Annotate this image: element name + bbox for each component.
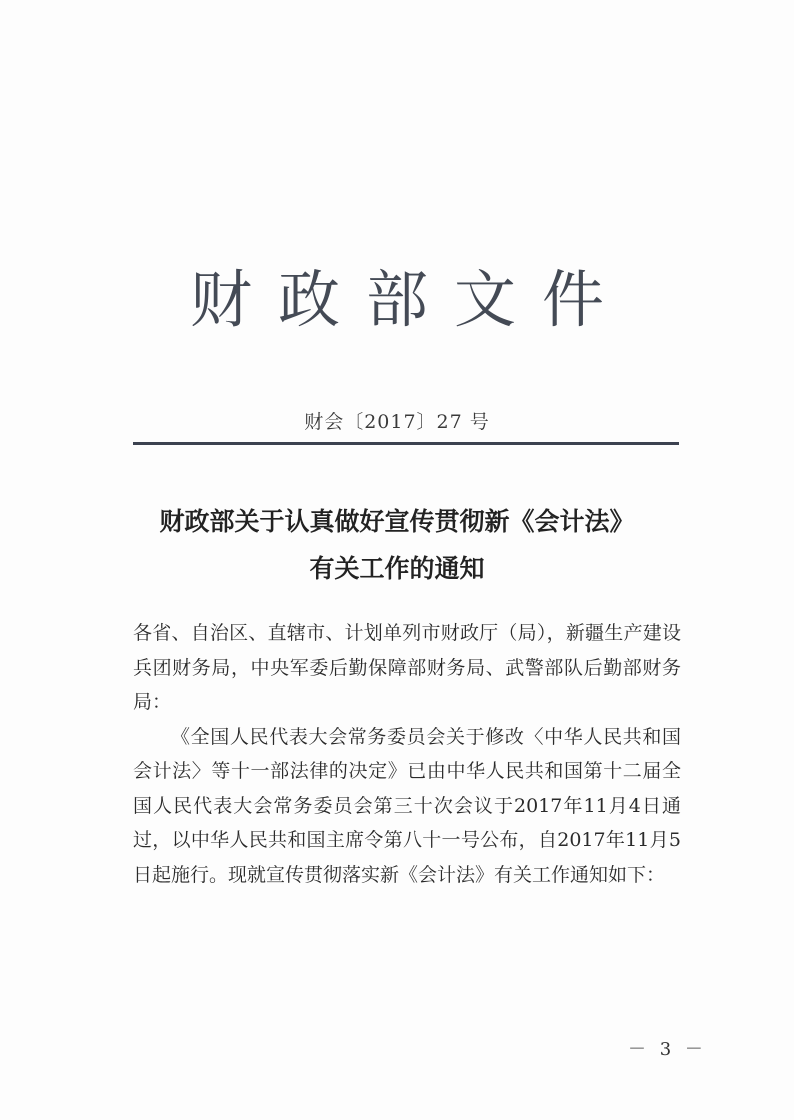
page-number: － 3 － [628, 1039, 707, 1060]
notice-body [133, 616, 681, 892]
notice-title-line-1: 财政部关于认真做好宣传贯彻新《会计法》 [159, 507, 635, 536]
addressee-paragraph: 各省、自治区、直辖市、计划单列市财政厅（局），新疆生产建设兵团财务局，中央军委后勤保障部财务局、武警部队后勤部财务局： [133, 622, 681, 713]
header-divider-rule [133, 442, 679, 445]
notice-title [120, 498, 674, 592]
body-paragraph: 《全国人民代表大会常务委员会关于修改〈中华人民共和国会计法〉等十一部法律的决定》已由中华人民共和国第十二届全国人民代表大会常务委员会第三十次会议于2017年11月4日通过，以中华人民共和国主席令第八十一号公布，自2017年11月5日起施行。现就宣传贯彻落实新《会计法》有关工作通知如下： [133, 725, 681, 886]
notice-title-line-2: 有关工作的通知 [309, 554, 485, 583]
document-number: 财会〔2017〕27 号 [304, 411, 490, 433]
issuer-header-title: 财政部文件 [189, 263, 630, 336]
